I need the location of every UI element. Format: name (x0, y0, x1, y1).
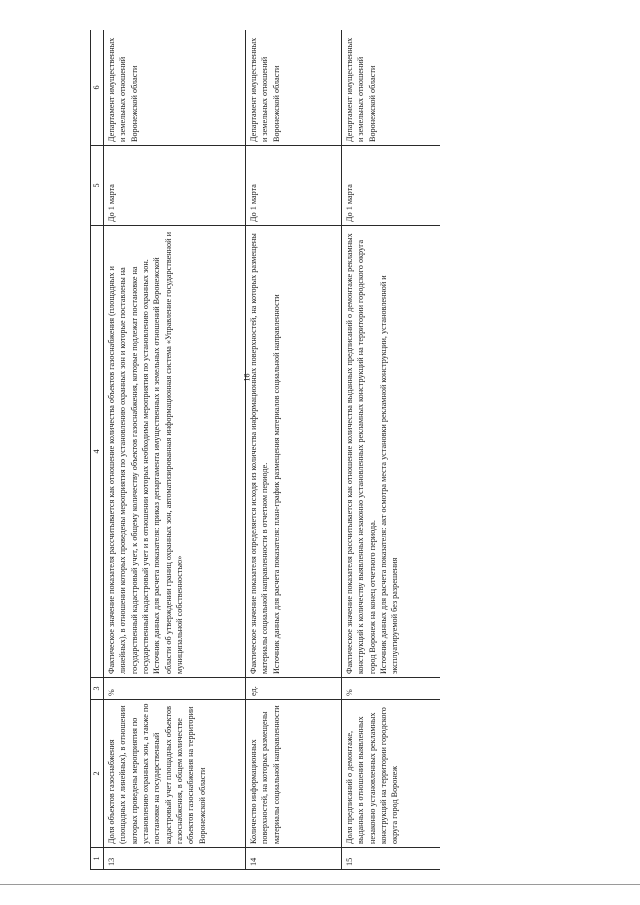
method-paragraph: Источник данных для расчета показателя: приказ департамента имущественных и земельных отношений Воронежской области об утверждении границ охранных зон, автоматизированная информационная система «Управление государственной и муниципальной собственностью» (152, 232, 184, 674)
deadline: До 1 марта (104, 146, 246, 226)
responsible: Департамент имущественных и земельных отношений Воронежской области (342, 30, 441, 146)
indicator-name: Количество информационных поверхностей, на которых размещены материалы социальной направленности (246, 700, 342, 848)
responsible: Департамент имущественных и земельных отношений Воронежской области (104, 30, 246, 146)
method-paragraph: Фактическое значение показателя рассчитывается как отношение количества выданных предписаний о демонтаже рекламных конструкций к количеству выявленных незаконно установленных рекламных конструкций на территории городского округа город Воронеж на конец отчетного периода. (345, 233, 377, 674)
row-number: 13 (104, 848, 246, 870)
page-area (90, 30, 440, 870)
indicator-name: Доля объектов газоснабжения (площадных и линейных), в отношении которых проведены мероприятия по установлению охранных зон, а также по постановке на государственный кадастровый учет площадных объектов газоснабжения, в общем количестве объектов газоснабжения на территории Воронежской области (104, 700, 246, 848)
deadline: До 1 марта (246, 146, 342, 226)
unit: % (342, 678, 441, 700)
calculation-method (104, 226, 246, 678)
calculation-method (246, 226, 342, 678)
method-paragraph: Фактическое значение показателя рассчитывается как отношение количества объектов газоснабжения (площадных и линейных), в отношении которых проведены мероприятия по установлению охранных зон и которые поставлены на государственный кадастровый учет, к общему количеству объектов газоснабжения, которые подлежат постановке на государственный кадастровый учет и в отношении которых необходимы мероприятия по установлению охранных зон. (107, 259, 150, 674)
unit: ед. (246, 678, 342, 700)
method-paragraph: Источник данных для расчета показателя: акт осмотра места установки рекламной конструкции, установленной и эксплуатируемой без разрешения (378, 275, 400, 674)
table-row (104, 30, 246, 870)
header-col-5: 5 (91, 146, 104, 226)
header-col-3: 3 (91, 678, 104, 700)
rotated-table-container (90, 30, 440, 870)
header-col-6: 6 (91, 30, 104, 146)
header-col-1: 1 (91, 848, 104, 870)
method-paragraph: Источник данных для расчета показателя: план-график размещения материалов социальной направленности (271, 294, 281, 674)
indicator-name: Доля предписаний о демонтаже, выданных в отношении выявленных незаконно установленных рекламных конструкций на территории городского округа город Воронеж (342, 700, 441, 848)
method-paragraph: Фактическое значение показателя определяется исходя из количества информационных поверхностей, на которых размещены материалы социальной направленности в отчетном периоде. (249, 233, 270, 674)
header-col-2: 2 (91, 700, 104, 848)
row-number: 15 (342, 848, 441, 870)
deadline: До 1 марта (342, 146, 441, 226)
table-header-row (91, 30, 104, 870)
unit: % (104, 678, 246, 700)
indicators-table (90, 30, 440, 870)
table-row (342, 30, 441, 870)
table-row (246, 30, 342, 870)
calculation-method (342, 226, 441, 678)
header-col-4: 4 (91, 226, 104, 678)
page-number: 16 (242, 373, 252, 382)
footer-divider (0, 884, 640, 885)
responsible: Департамент имущественных и земельных отношений Воронежской области (246, 30, 342, 146)
row-number: 14 (246, 848, 342, 870)
